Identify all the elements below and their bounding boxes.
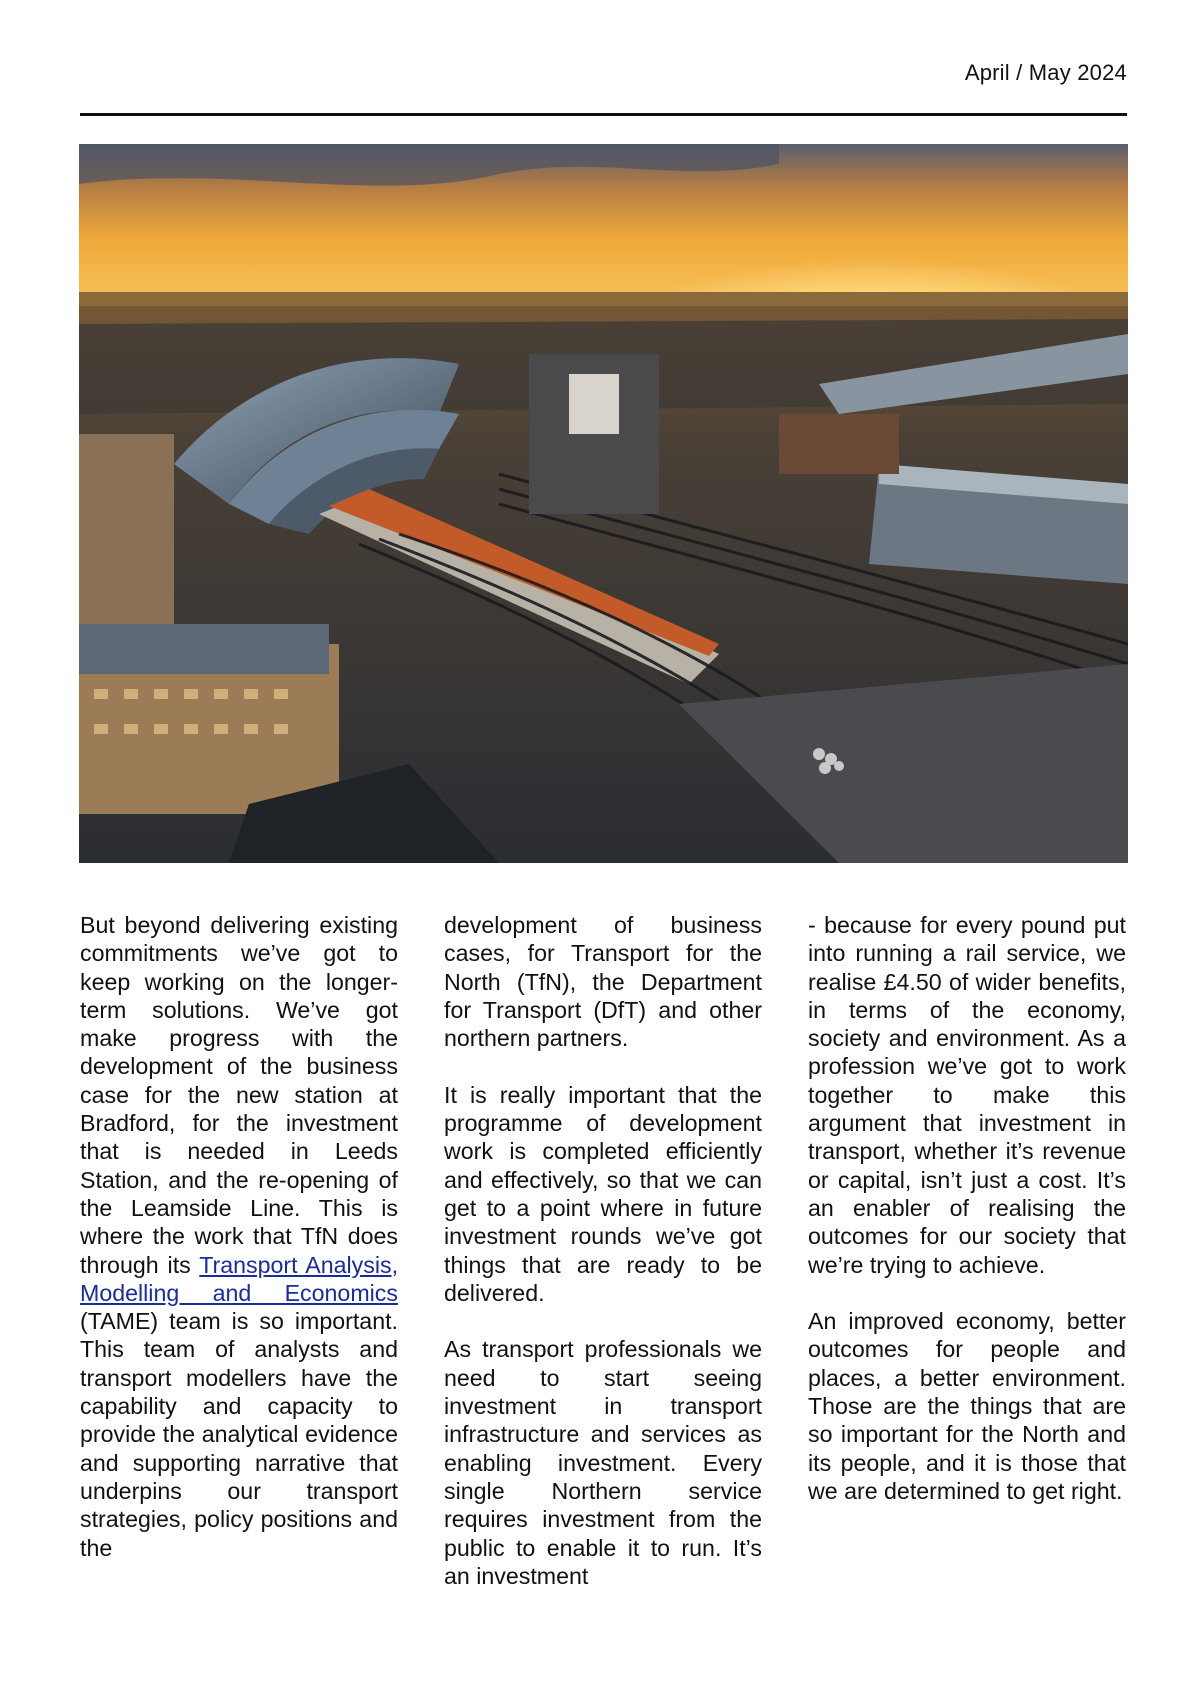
issue-date: April / May 2024 xyxy=(964,60,1127,85)
header-divider xyxy=(80,113,1127,116)
article-column-2 xyxy=(444,911,762,1618)
column-2-paragraph-1: development of business cases, for Transport for the North (TfN), the Department for Transport (DfT) and other northern partners. xyxy=(444,912,762,1052)
column-3-paragraph-2: An improved economy, better outcomes for people and places, a better environment. Those are the things that are so important for the North and its people, and it is those that we are determined to get right. xyxy=(808,1308,1126,1504)
column-2-paragraph-2: It is really important that the programme of development work is completed efficiently and effectively, so that we can get to a point where in future investment rounds we’ve got things that are ready to be delivered. xyxy=(444,1081,762,1306)
column-1-text-before-link: But beyond delivering existing commitments we’ve got to keep working on the longer-term solutions. We’ve got make progress with the development of the business case for the new station at Bradford, for the investment that is needed in Leeds Station, and the re-opening of the Leamside Line. This is where the work that TfN does through its xyxy=(80,912,398,1278)
column-1-text-after-link: (TAME) team is so important. This team of analysts and transport modellers have the capability and capacity to provide the analytical evidence and supporting narrative that underpins our transport strategies, policy positions and the xyxy=(80,1308,398,1561)
aerial-station-photo xyxy=(79,144,1128,863)
column-2-paragraph-3: As transport professionals we need to start seeing investment in transport infrastructure and services as enabling investment. Every single Northern service requires investment from the public to enable it to run. It’s an investment xyxy=(444,1336,762,1589)
column-1-paragraph xyxy=(80,911,398,1562)
article-column-3 xyxy=(808,911,1126,1534)
tame-link[interactable]: Transport Analysis, Modelling and Economics xyxy=(80,1251,399,1306)
column-3-paragraph-1: - because for every pound put into running a rail service, we realise £4.50 of wider benefits, in terms of the economy, society and environment. As a profession we’ve got to work together to make this argument that investment in transport, whether it’s revenue or capital, isn’t just a cost. It’s an enabler of realising the outcomes for our society that we’re trying to achieve. xyxy=(808,912,1126,1278)
station-illustration xyxy=(79,144,1128,863)
article-column-1 xyxy=(80,911,398,1590)
